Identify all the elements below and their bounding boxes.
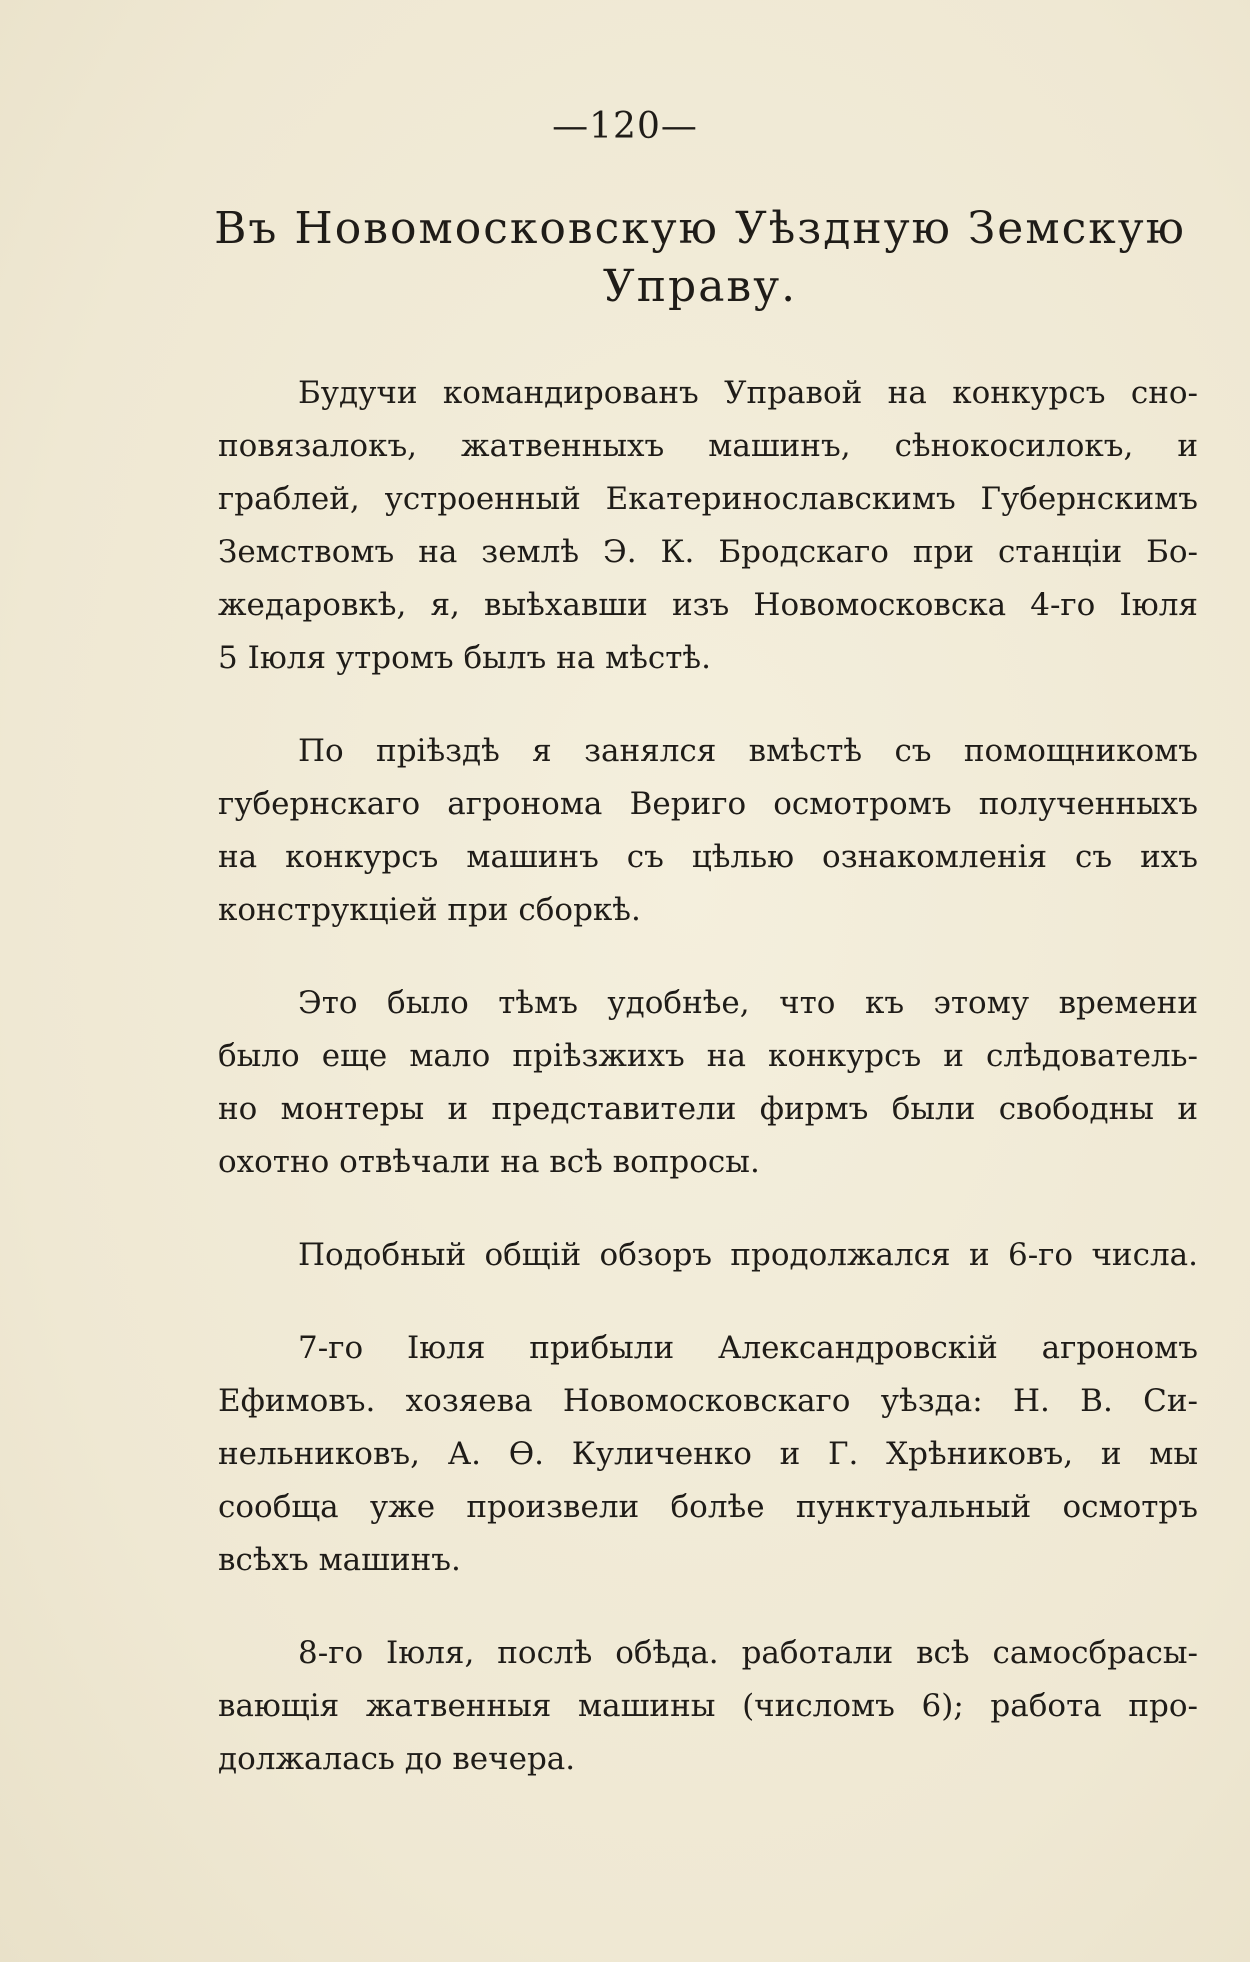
paragraph [218,725,1198,937]
text-line: всѣхъ машинъ. [218,1542,461,1578]
text-line: сообща уже произвели болѣе пунктуальный осмотръ [218,1489,1198,1525]
text-line: Подобный общій обзоръ продолжался и 6-го числа. [298,1237,1198,1273]
text-line: 8-го Іюля, послѣ обѣда. работали всѣ самосбрасы- [298,1635,1198,1671]
text-line: губернскаго агронома Вериго осмотромъ полученныхъ [218,786,1198,822]
text-line: должалась до вечера. [218,1741,576,1777]
paragraph [218,1322,1198,1587]
text-line: 5 Іюля утромъ былъ на мѣстѣ. [218,640,711,676]
text-line: охотно отвѣчали на всѣ вопросы. [218,1144,760,1180]
text-line: Будучи командированъ Управой на конкурсъ сно- [298,375,1198,411]
text-line: По пріѣздѣ я занялся вмѣстѣ съ помощникомъ [298,733,1198,769]
body-text [218,367,1198,1826]
text-line: жедаровкѣ, я, выѣхавши изъ Новомосковска 4-го Іюля [218,587,1198,623]
text-line: повязалокъ, жатвенныхъ машинъ, сѣнокосилокъ, и [218,428,1198,464]
text-line: Земствомъ на землѣ Э. К. Бродскаго при станціи Бо- [218,534,1198,570]
text-line: нельниковъ, А. Ѳ. Куличенко и Г. Хрѣниковъ, и мы [218,1436,1198,1472]
paragraph [218,1627,1198,1786]
title-line: Управу. [602,261,798,312]
page-number: —120— [552,106,698,147]
text-line: вающія жатвенныя машины (числомъ 6); работа про- [218,1688,1198,1724]
text-line: на конкурсъ машинъ съ цѣлью ознакомленія съ ихъ [218,839,1198,875]
text-line: было еще мало пріѣзжихъ на конкурсъ и слѣдователь- [218,1038,1198,1074]
text-line: конструкціей при сборкѣ. [218,892,641,928]
section-title [200,200,1200,316]
paragraph [218,1229,1198,1282]
paragraph [218,367,1198,685]
text-line: Это было тѣмъ удобнѣе, что къ этому времени [298,985,1198,1021]
text-line: но монтеры и представители фирмъ были свободны и [218,1091,1198,1127]
paragraph [218,977,1198,1189]
text-line: Ефимовъ. хозяева Новомосковскаго уѣзда: Н. В. Си- [218,1383,1198,1419]
text-line: 7-го Іюля прибыли Александровскій агрономъ [298,1330,1198,1366]
text-line: граблей, устроенный Екатеринославскимъ Губернскимъ [218,481,1198,517]
title-line: Въ Новомосковскую Уѣздную Земскую [214,203,1186,254]
